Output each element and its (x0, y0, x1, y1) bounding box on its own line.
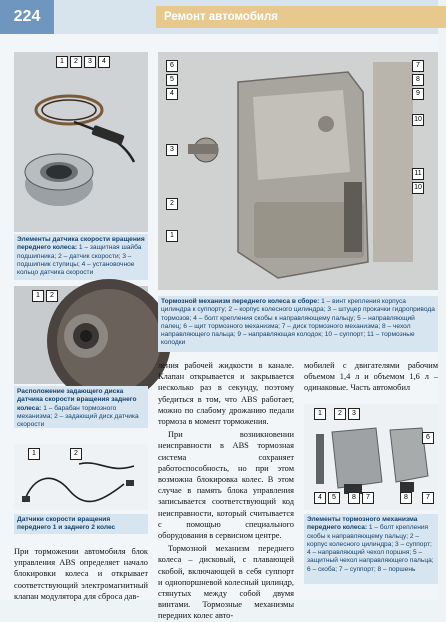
sensor-label-3: 3 (84, 56, 96, 68)
disc-label-1: 1 (32, 290, 44, 302)
middle-paragraph-3: Тормозной механизм переднего колеса – дисковый, с плавающей скобой, включающей в себя суппорт и однопоршневой колесный цилиндр, стянутых между собой двумя винтами. Тормозные механизмы передних колес авто- (158, 544, 294, 621)
sensor-caption-title: Элементы датчика скорости вращения переднего колеса: (17, 236, 145, 252)
elements-caption-body: 1 – болт крепления скобы к направляющему пальцу; 2 – корпус колесного цилиндра; 3 – суппорт; 4 – направляющий чехол поршня; 5 – защитный чехол направляющего пальца; 6 – скоба; 7 – суппорт; 8 – поршень (307, 524, 434, 573)
section-title: Ремонт автомобиля (156, 6, 446, 28)
elements-label-8a: 8 (348, 492, 360, 504)
middle-paragraph-1: ления рабочей жидкости в канале. Клапан открывается и закрывается несколько раз в секунду, поэтому убедиться в том, что ABS работает, можно по слабому дрожанию педали тормоза в момент торможения. (158, 361, 294, 427)
caliper-photo (158, 52, 438, 290)
elements-photo (304, 404, 438, 510)
caliper-illustration (158, 52, 438, 290)
elements-label-1: 1 (314, 408, 326, 420)
elements-label-7b: 7 (422, 492, 434, 504)
caliper-label-1: 1 (166, 230, 178, 242)
elements-label-4: 4 (314, 492, 326, 504)
elements-label-3: 3 (348, 408, 360, 420)
cables-label-2: 2 (70, 448, 82, 460)
caliper-label-10b: 10 (412, 182, 424, 194)
disc-label-2: 2 (46, 290, 58, 302)
cables-label-1: 1 (28, 448, 40, 460)
page-number: 224 (0, 0, 54, 34)
disc-caption (14, 386, 148, 428)
sensor-label-2: 2 (70, 56, 82, 68)
right-column-text: мобилей с двигателями рабочим объемом 1,4 л и объемом 1,6 л – одинаковые. Часть автомобил (304, 361, 438, 393)
caliper-label-2: 2 (166, 198, 178, 210)
elements-label-5: 5 (328, 492, 340, 504)
cables-caption-title: Датчики скорости вращения переднего 1 и заднего 2 колес (17, 516, 116, 532)
page-header (0, 0, 438, 34)
elements-label-6: 6 (422, 432, 434, 444)
middle-column-text (158, 360, 294, 622)
disc-caption-title: Расположение задающего диска датчика скорости вращения заднего колеса: (17, 388, 137, 412)
caliper-label-5: 5 (166, 74, 178, 86)
elements-label-2: 2 (334, 408, 346, 420)
middle-paragraph-2: При возникновении неисправности в ABS тормозная система сохраняет работоспособность, но при этом возможна блокировка колес. В этом случае в память блока управления записывается соответствующий код неисправности, который считывается с помощью специального оборудования в сервисном центре. (158, 430, 294, 541)
sensor-photo (14, 52, 148, 232)
caliper-label-3: 3 (166, 144, 178, 156)
sensor-caption-body: 1 – защитная шайба подшипника; 2 – датчик скорости; 3 – подшипник ступицы; 4 – установочное кольцо датчика скорости (17, 244, 142, 277)
caliper-label-4: 4 (166, 88, 178, 100)
disc-caption-body: 1 – барабан тормозного механизма; 2 – задающий диск датчика скорости (17, 404, 139, 429)
sensor-label-4: 4 (98, 56, 110, 68)
elements-caption-title: Элементы тормозного механизма переднего колеса: (307, 516, 418, 532)
sensor-caption (14, 234, 148, 280)
caliper-caption-body: 1 – винт крепления корпуса цилиндра к суппорту; 2 – корпус колесного цилиндра; 3 – штуцер прокачки гидропривода тормозов; 4 – болт крепления скобы к направляющему пальцу; 5 – направляющий палец; 6 – щит тормозного механизма; 7 – диск тормозного механизма; 8 – чехол направляющего пальца; 9 – направляющая колодок; 10 – суппорт; 11 – тормозные колодки (161, 298, 435, 347)
left-column-text: При торможении автомобиля блок управления ABS определяет начало блокировки колеса и открывает соответствующий электромагнитный клапан модулятора для сброса дав- (14, 547, 148, 601)
sensor-label-1: 1 (56, 56, 68, 68)
caliper-label-9: 9 (412, 88, 424, 100)
sensor-illustration (14, 52, 148, 232)
caliper-label-6: 6 (166, 60, 178, 72)
caliper-label-11: 11 (412, 168, 424, 180)
caliper-caption-title: Тормозной механизм переднего колеса в сборе: (161, 298, 320, 305)
elements-label-7a: 7 (362, 492, 374, 504)
disc-photo (14, 286, 148, 384)
caliper-label-8: 8 (412, 74, 424, 86)
caliper-caption (158, 296, 438, 352)
caliper-label-7: 7 (412, 60, 424, 72)
elements-caption (304, 514, 438, 584)
cables-caption (14, 514, 148, 534)
caliper-label-10a: 10 (412, 114, 424, 126)
elements-label-8b: 8 (400, 492, 412, 504)
cables-photo (14, 444, 148, 510)
